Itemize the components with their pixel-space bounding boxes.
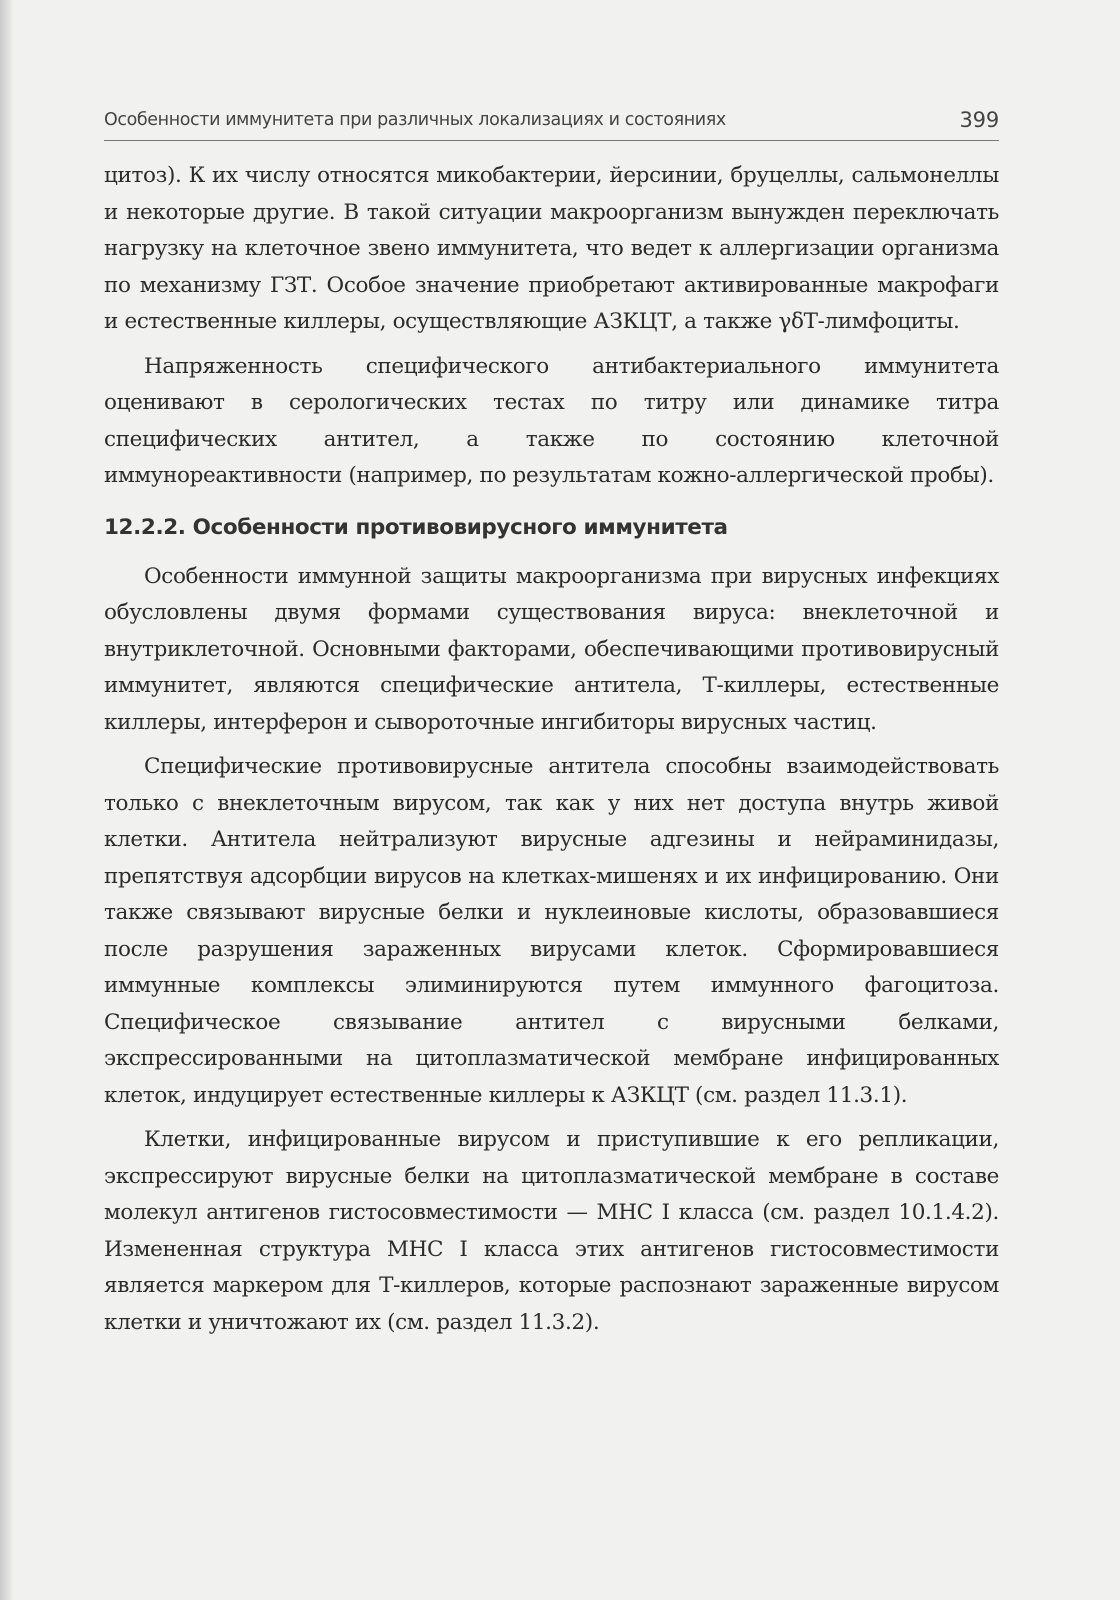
page-number: 399 [959,108,999,132]
paragraph: Особенности иммунной защиты макроорганизма при вирусных инфекциях обусловлены двумя формами существования вируса: внеклеточной и внутриклеточной. Основными факторами, обеспечивающими противовирусный иммунитет, являются специфические антитела, Т-киллеры, естественные киллеры, интерферон и сывороточные ингибиторы вирусных частиц. [104,563,999,735]
header-rule [104,140,999,141]
running-head-title: Особенности иммунитета при различных локализациях и состояниях [104,110,726,130]
running-head [104,108,999,138]
paragraph: Клетки, инфицированные вирусом и приступившие к его репликации, экспрессируют вирусные белки на цитоплазматической мембране в составе молекул антигенов гистосовместимости — МНС I класса (см. раздел 10.1.4.2). Измененная структура МНС I класса этих антигенов гистосовместимости является маркером для Т-киллеров, которые распознают зараженные вирусом клетки и уничтожают их (см. раздел 11.3.2). [104,1127,999,1335]
paragraph-continued: цитоз). К их числу относятся микобактерии, йерсинии, бруцеллы, сальмонеллы и некоторые другие. В такой ситуации макроорганизм вынужден переключать нагрузку на клеточное звено иммунитета, что ведет к аллергизации организма по механизму ГЗТ. Особое значение приобретают активированные макрофаги и естественные киллеры, осуществляющие АЗКЦТ, а также γδТ-лимфоциты. [104,163,999,334]
page-edge-shadow [0,0,14,1600]
paragraph: Напряженность специфического антибактериального иммунитета оценивают в серологических тестах по титру или динамике титра специфических антител, а также по состоянию клеточной иммунореактивности (например, по результатам кожно-аллергической пробы). [104,353,999,488]
paragraph: Специфические противовирусные антитела способны взаимодействовать только с внеклеточным вирусом, так как у них нет доступа внутрь живой клетки. Антитела нейтрализуют вирусные адгезины и нейраминидазы, препятствуя адсорбции вирусов на клетках-мишенях и их инфицированию. Они также связывают вирусные белки и нуклеиновые кислоты, образовавшиеся после разрушения зараженных вирусами клеток. Сформировавшиеся иммунные комплексы элиминируются путем иммунного фагоцитоза. Специфическое связывание антител с вирусными белками, экспрессированными на цитоплазматической мембране инфицированных клеток, индуцирует естественные киллеры к АЗКЦТ (см. раздел 11.3.1). [104,754,999,1108]
section-heading: 12.2.2. Особенности противовирусного иммунитета [104,514,728,540]
page-content [104,158,999,1349]
